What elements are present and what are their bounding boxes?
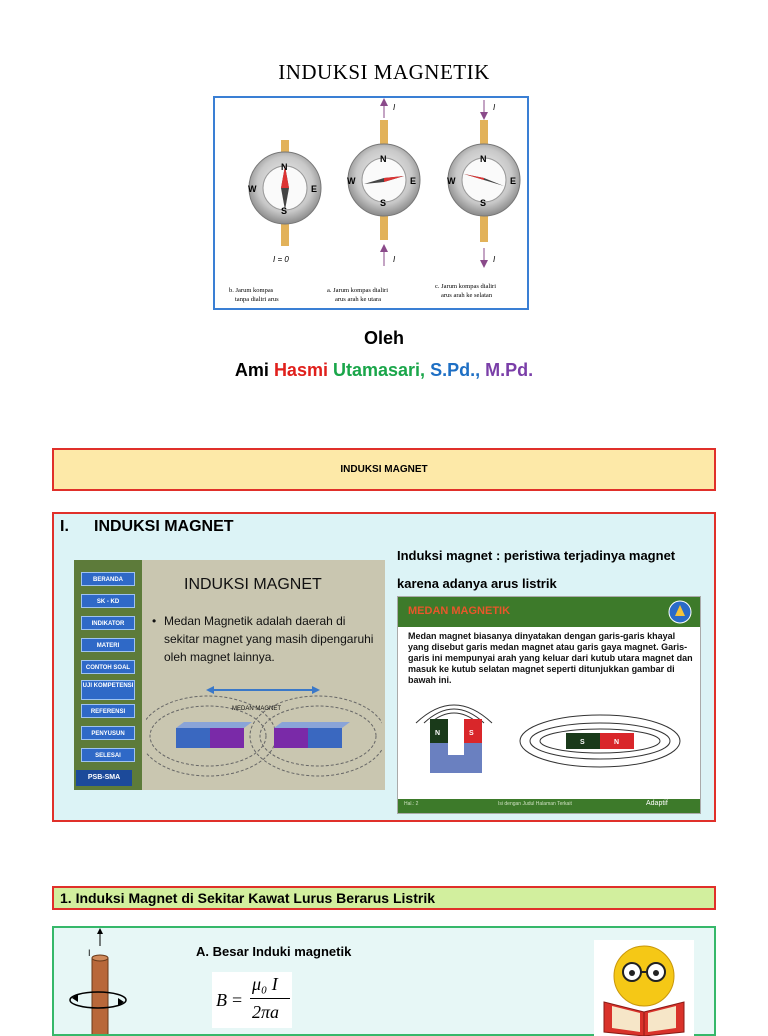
slide-2-footer-page: Hal.: 2: [404, 801, 419, 807]
u-magnet-n: N: [435, 730, 441, 737]
compass-2: [347, 98, 420, 266]
banner: INDUKSI MAGNET: [52, 448, 716, 491]
caption-2-line-1: a. Jarum kompas dialiri: [327, 287, 389, 294]
section-1-description: Induksi magnet : peristiwa terjadinya magnet karena adanya arus listrik: [397, 548, 676, 591]
nav-uji-kompetensi-button[interactable]: UJI KOMPETENSI: [81, 680, 135, 700]
magnetic-induction-formula: B = μ₀ I 2πa: [212, 972, 292, 1028]
compass-illustration: [215, 98, 527, 308]
compass-1-n: N: [281, 162, 288, 172]
author-line: [0, 360, 768, 381]
nav-indikator-button[interactable]: INDIKATOR: [81, 616, 135, 630]
compass-1-s: S: [281, 206, 288, 216]
author-first: Ami: [234, 360, 269, 380]
section-1-title: INDUKSI MAGNET: [94, 518, 234, 535]
compass-2-n: N: [380, 154, 387, 164]
nav-penyusun-button[interactable]: PENYUSUN: [81, 726, 135, 740]
caption-1-line-1: b. Jarum kompas: [229, 287, 274, 294]
nav-materi-button[interactable]: MATERI: [81, 638, 135, 652]
caption-2-line-2: arus arah ke utara: [335, 296, 382, 303]
compass-1: [248, 140, 321, 264]
page-title: INDUKSI MAGNETIK: [278, 60, 490, 84]
compass-figure: [213, 96, 529, 310]
compass-1-e: E: [311, 184, 318, 194]
current-label-3: I: [393, 255, 396, 264]
magnet-field-lines-diagram: [408, 701, 692, 797]
compass-1-w: W: [248, 184, 257, 194]
slide-2-text: Medan magnet biasanya dinyatakan dengan garis-garis khayal yang disebut garis medan magnet atau garis gaya magnet. Garis-garis ini mempunyai arah yang keluar dari kutub utara magnet dan masuk ke kutub selatan magnet seperti ditunjukkan gambar di bawah ini.: [408, 631, 693, 685]
slide-1-bullet-text: Medan Magnetik adalah daerah di sekitar magnet yang masih dipengaruhi oleh magnet lainnya.: [164, 614, 374, 664]
section-1-heading: [60, 518, 234, 536]
oleh-label: Oleh: [363, 328, 404, 348]
medan-magnet-label: MEDAN MAGNET: [232, 706, 282, 712]
reading-emoji-icon: [594, 940, 694, 1036]
compass-2-s: S: [380, 198, 387, 208]
slide-2-header: [398, 597, 700, 627]
slide-1-title: INDUKSI MAGNET: [184, 576, 322, 593]
u-magnet-s: S: [469, 730, 474, 737]
slide-nav-sidebar: [74, 560, 142, 790]
section-induksi-magnet: [52, 512, 716, 822]
magnet-field-diagram: [146, 670, 382, 788]
tut-wuri-logo-icon: [668, 600, 692, 624]
section-kawat-lurus: [52, 926, 716, 1036]
slide-medan-magnetik: [397, 596, 701, 814]
compass-3-e: E: [510, 176, 517, 186]
compass-2-e: E: [410, 176, 417, 186]
caption-3-line-1: c. Jarum kompas dialiri: [435, 283, 497, 290]
formula-numerator: μ₀ I: [252, 974, 278, 994]
nav-selesai-button[interactable]: SELESAI: [81, 748, 135, 762]
compass-3-n: N: [480, 154, 487, 164]
nav-referensi-button[interactable]: REFERENSI: [81, 704, 135, 718]
section-1-number: I.: [60, 518, 69, 535]
nav-contoh-soal-button[interactable]: CONTOH SOAL: [81, 660, 135, 674]
slide-induksi-magnet: [74, 560, 385, 790]
nav-beranda-button[interactable]: BERANDA: [81, 572, 135, 586]
slide-2-footer-title: Isi dengan Judul Halaman Terkait: [498, 801, 572, 807]
author-fourth: S.Pd.,: [430, 360, 481, 380]
section-2-heading: 1. Induksi Magnet di Sekitar Kawat Lurus Berarus Listrik: [52, 886, 716, 910]
bar-magnet-n: N: [614, 739, 620, 746]
compass-3: [447, 100, 520, 268]
current-label-2: I: [393, 103, 396, 112]
caption-3-line-2: arus arah ke selatan: [441, 292, 493, 299]
caption-1-line-2: tanpa dialiri arus: [235, 296, 279, 303]
psb-sma-logo: PSB-SMA: [76, 770, 132, 786]
compass-2-w: W: [347, 176, 356, 186]
compass-3-s: S: [480, 198, 487, 208]
author-third: Utamasari,: [332, 360, 426, 380]
bar-magnet-s: S: [580, 739, 585, 746]
nav-sk-kd-button[interactable]: SK - KD: [81, 594, 135, 608]
section-2-subheading: A. Besar Induki magnetik: [196, 944, 352, 959]
slide-2-footer-adaptif: Adaptif: [646, 800, 668, 807]
current-label-4: I: [493, 103, 496, 112]
current-label-5: I: [493, 255, 496, 264]
author-second: Hasmi: [273, 360, 328, 380]
wire-current-label: I: [88, 948, 91, 958]
current-label-1: I = 0: [273, 255, 289, 264]
straight-wire-diagram: [58, 928, 158, 1034]
author-fifth: M.Pd.: [485, 360, 534, 380]
compass-3-w: W: [447, 176, 456, 186]
slide-1-bullet: • Medan Magnetik adalah daerah di sekitar magnet yang masih dipengaruhi oleh magnet lainnya.: [152, 612, 382, 666]
slide-2-title: MEDAN MAGNETIK: [408, 605, 511, 617]
formula-denominator: 2πa: [252, 1002, 280, 1022]
slide-2-footer: [398, 799, 700, 813]
formula-lhs: B: [216, 990, 227, 1010]
